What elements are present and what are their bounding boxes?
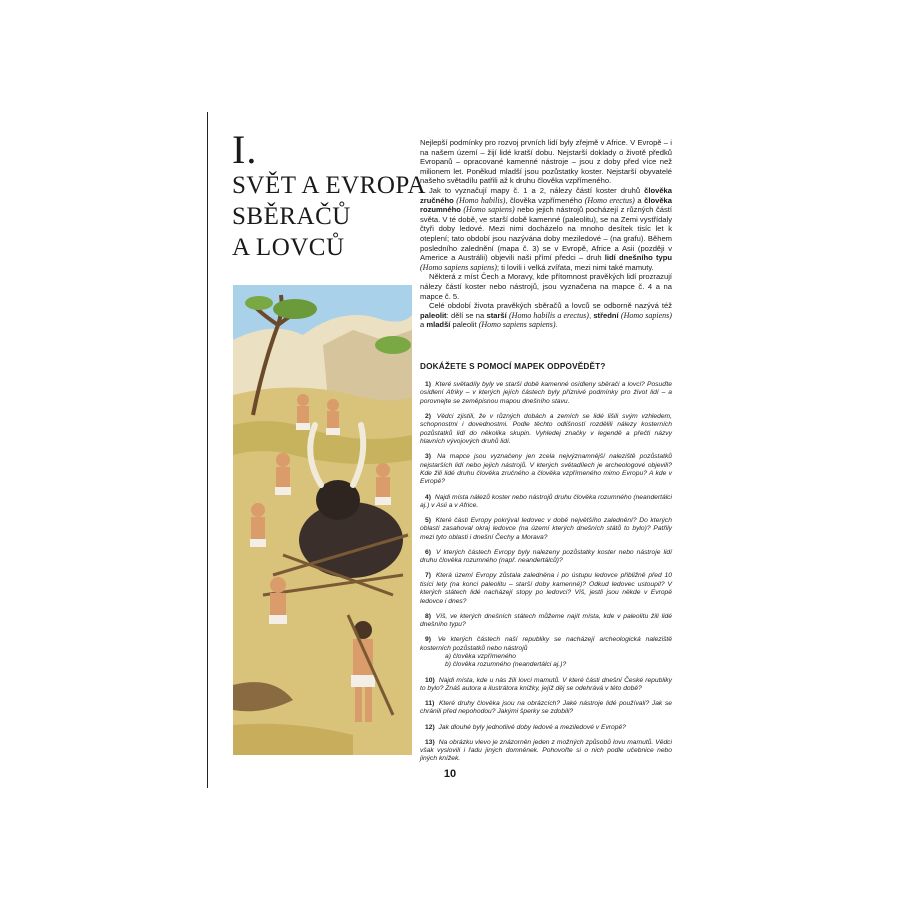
question-text: Které části Evropy pokrýval ledovec v době největšího zalednění? Do kterých oblastí zasahoval okraj ledovce (na území kterých dnešních států to bylo)? Patřily mezi tyto oblasti i dnešní Čechy a Morava? [420,517,672,541]
question-text: Jak dlouhé byly jednotlivé doby ledové a meziledové v Evropě? [438,723,626,731]
question-number: 5) [425,517,431,525]
tree-foliage [273,299,317,319]
question-text: Víš, ve kterých dnešních státech můžeme najít místa, kde v paleolitu žili lidé dnešního typu? [420,612,672,629]
question-text: Na mapce jsou vyznačeny jen zcela nejvýznamnější naleziště pozůstatků nejstarších lidí nebo jejich nástrojů. V kterých světadílech je archeologové objevili? Kde žili lidé druhu člověka zručného a člověka vzpřímeného mimo Evropu? A kde v Evropě? [420,453,673,486]
question-item [420,739,672,764]
question-item [420,700,672,717]
question-number: 4) [425,493,431,501]
question-number: 2) [425,412,431,420]
question-number: 1) [425,381,431,388]
question-item [420,413,672,447]
question-number: 12) [425,723,435,731]
hunter-2 [326,399,340,435]
hunter-5 [375,463,391,505]
hunter-4 [250,503,266,547]
question-item [420,636,672,670]
question-item [420,613,672,630]
intro-text [420,138,672,330]
question-item [420,453,672,487]
paragraph-3: Některá z míst Čech a Moravy, kde přítomnost pravěkých lidí prozrazují nálezy částí koster nebo nástrojů, jsou vyznačena na mapce č. 4 a na mapce č. 5. [420,272,672,301]
paragraph-4: Celé období života pravěkých sběračů a lovců se odborně nazývá též paleolit: dělí se na starší (Homo habilis a erectus), střední (Homo sapiens) a mladší paleolit (Homo sapiens sapiens). [420,301,672,330]
paragraph-1: Nejlepší podmínky pro rozvoj prvních lidí byly zřejmě v Africe. V Evropě – i na našem území – žijí lidé kratší dobu. Nejstarší doklady o životě předků Evropanů – opracované kamenné nástroje – jsou z doby před více než milionem let. Poněkud mladší jsou pozůstatky koster. Nejstarší obyvatelé našeho světadílu patřili až k druhu člověka vzpřímeného. [420,138,672,186]
question-item [420,572,672,606]
question-text: Najdi místa, kde u nás žili lovci mamutů. V které části dnešní České republiky to bylo? Znáš autora a ilustrátora knížky, jejíž děj se odehrává v této době? [420,676,672,692]
question-number: 9) [425,636,431,644]
question-item [420,494,672,511]
question-item [420,677,672,694]
question-number: 10) [425,676,435,684]
question-number: 11) [425,700,435,708]
mammoth-hunt-illustration [233,285,412,755]
question-text: V kterých částech Evropy byly nalezeny pozůstatky koster nebo nástroje lidí druhu člověka rozumného (např. neandertálců)? [420,548,673,565]
chapter-title-line-2: SBĚRAČŮ [232,203,351,230]
tree-foliage-left [245,296,273,310]
questions-heading: DOKÁŽETE S POMOCÍ MAPEK ODPOVĚDĚT? [420,362,606,371]
hunter-1 [296,394,310,430]
question-number: 6) [425,548,431,556]
chapter-title-line-3: A LOVCŮ [232,234,345,261]
question-subitem: a) člověka vzpřímeného [445,653,516,661]
question-subitem: b) člověka rozumného (neandertálci aj.)? [445,661,567,669]
hunter-6 [269,577,287,624]
question-text: Najdi místa nálezů koster nebo nástrojů druhu člověka rozumného (neandertálci aj.) v Asii a v Africe. [420,493,673,509]
page-number: 10 [443,768,457,780]
chapter-number: I. [232,127,258,172]
question-number: 8) [425,612,431,620]
question-item [420,381,672,406]
question-item [420,549,672,566]
chapter-title [232,170,427,263]
hunter-3 [275,453,291,495]
question-text: Které druhy člověka jsou na obrázcích? Jaké nástroje lidé používali? Jak se chránili před nepohodou? Jakými šperky se zdobili? [420,700,673,716]
question-text: Na obrázku vlevo je znázorněn jeden z možných způsobů lovu mamutů. Vědci však vyslovili i řadu jiných domněnek. Pohovořte si o nich podle učebnice nebo jiných knížek. [420,738,672,763]
bush [375,336,411,354]
question-text: Která území Evropy zůstala zaledněna i po ústupu ledovce přibližně před 10 tisíci lety (na konci paleolitu – starší doby kamenné)? Odkud ledovec ustoupil? V kterých státech lidé nacházejí stopy po ledovci? Víš, jestli jsou někde v Evropě ledovce i dnes? [420,572,672,605]
question-text: Ve kterých částech naší republiky se nacházejí archeologická naleziště kosterních pozůstatků nebo nástrojů [420,636,673,652]
mammoth-hunt-drawing [233,285,412,755]
question-number: 3) [425,453,431,461]
question-item [420,724,672,732]
question-text: Které světadíly byly ve starší době kamenné osídleny sběrači a lovci? Posuďte osídlení Afriky – v kterých jejích částech byly příznivé podmínky pro život lidí – a porovnejte se zeměpisnou mapou dnešního stavu. [420,381,673,405]
chapter-title-line-1: SVĚT A EVROPA [232,172,427,199]
question-text: Vědci zjistili, že v různých dobách a zemích se lidé lišili svým vzhledem, schopnostmi i dovednostmi. Podle těchto odlišností rozdělili nálezy kosterních pozůstatků lidí do několika skupin. Vyhledej značky v legendě a přečti názvy hlavních vývojových druhů lidí. [420,412,672,446]
question-item [420,517,672,542]
vertical-divider-line [207,112,208,788]
paragraph-2: Jak to vyznačují mapy č. 1 a 2, nálezy částí koster druhů člověka zručného (Homo habilis), člověka vzpřímeného (Homo erectus) a člověka rozumného (Homo sapiens) nebo jejich nástrojů pocházejí z různých částí světa. V té době, ve starší době kamenné (paleolitu), se na Zemi vystřídaly čtyři doby ledové. Mezi nimi docházelo na mnoho desítek tisíc let k oteplení; tato období jsou nazývána doby meziledové – (na grafu). Během posledního zalednění (mapa č. 3) se v Evropě, Africe a Asii (později v Americe a Austrálii) objevili naši přímí předci – druh lidí dnešního typu (Homo sapiens sapiens); ti lovili i velká zvířata, mezi nimi také mamuty. [420,185,672,272]
question-number: 7) [425,572,431,580]
question-number: 13) [425,738,435,746]
questions-list [420,381,672,771]
